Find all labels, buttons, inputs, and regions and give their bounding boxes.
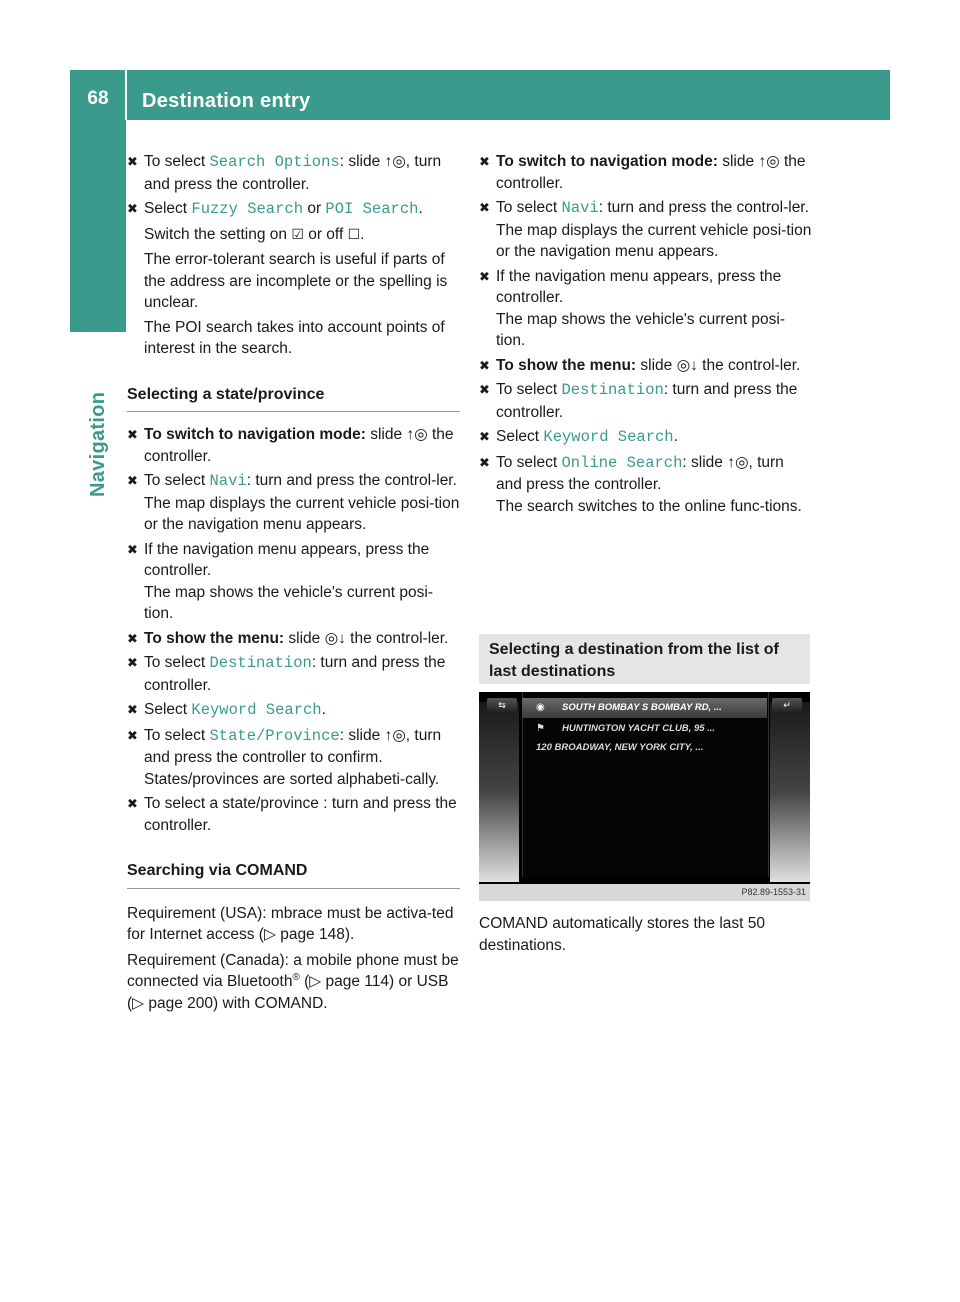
destination-row: ⚑ HUNTINGTON YACHT CLUB, 95 ...	[522, 719, 767, 739]
page-title: Destination entry	[142, 90, 311, 112]
step-item: ✖ To switch to navigation mode: slide ↑◎ the controller.	[127, 426, 454, 465]
checkbox-checked-icon: ☑	[291, 226, 304, 243]
step-item: ✖ To select Navi: turn and press the control-ler. The map displays the current vehicle posi-tion or the navigation menu appears.	[479, 199, 812, 260]
note-text: The POI search takes into account points of interest in the search.	[144, 318, 445, 357]
figure-caption: P82.89-1553-31	[479, 884, 810, 901]
step-item: ✖ To show the menu: slide ◎↓ the control-ler.	[479, 355, 812, 377]
step-item: ✖ To select Online Search: slide ↑◎, turn and press the controller. The search switches to the online func-tions.	[479, 453, 802, 515]
menu-keyword: POI Search	[325, 200, 419, 218]
menu-keyword: Keyword Search	[191, 701, 322, 719]
sidebar-tab	[70, 120, 126, 332]
menu-keyword: Online Search	[561, 453, 683, 472]
arrow-icon: ✖	[479, 154, 490, 169]
subsection-heading-box: Selecting a destination from the list of last destinations	[479, 634, 810, 684]
poi-icon: ◉	[536, 702, 545, 713]
arrow-icon: ✖	[479, 454, 490, 470]
left-column	[127, 151, 460, 1018]
menu-keyword: Search Options	[209, 153, 340, 171]
header-divider	[125, 70, 127, 120]
arrow-icon: ✖	[127, 655, 138, 670]
step-item: ✖ To select Destination: turn and press the controller.	[127, 654, 446, 694]
arrow-icon: ✖	[479, 200, 490, 215]
menu-keyword: Destination	[561, 381, 664, 399]
options-icon: ↵	[772, 698, 802, 712]
toggle-instruction: Switch the setting on ☑ or off ☐.	[144, 225, 365, 243]
checkbox-empty-icon: ☐	[347, 226, 361, 243]
destination-row: ◉ SOUTH BOMBAY S BOMBAY RD, ...	[522, 698, 767, 718]
arrow-icon: ✖	[479, 268, 490, 284]
step-item: ✖ To select Navi: turn and press the control-ler. The map displays the current vehicle posi-tion or the navigation menu appears.	[127, 472, 460, 533]
paragraph: COMAND automatically stores the last 50 destinations.	[479, 915, 765, 954]
menu-keyword: Keyword Search	[543, 428, 674, 446]
section-heading: Searching via COMAND	[127, 860, 460, 889]
step-item: ✖ Select Keyword Search.	[127, 701, 326, 719]
step-item: ✖ To select Destination: turn and press the controller.	[479, 381, 798, 421]
menu-keyword: Navi	[209, 472, 247, 490]
arrow-icon: ✖	[127, 201, 138, 216]
step-item: ✖ To select a state/province : turn and press the controller.	[127, 795, 457, 834]
page-number: 68	[87, 88, 109, 109]
paragraph: Requirement (USA): mbrace must be activa-ted for Internet access (▷ page 148).	[127, 904, 454, 943]
menu-keyword: Destination	[209, 654, 312, 672]
arrow-icon: ✖	[127, 154, 138, 169]
arrow-icon: ✖	[127, 473, 138, 488]
note-text: The error-tolerant search is useful if parts of the address are incomplete or the spelling is unclear.	[144, 251, 448, 311]
step-item: ✖ To select Search Options: slide ↑◎, turn and press the controller.	[127, 153, 442, 193]
step-item: ✖ If the navigation menu appears, press the controller. The map shows the vehicle's current posi-tion.	[127, 540, 433, 622]
step-item: ✖ Select Keyword Search.	[479, 428, 678, 446]
arrow-icon: ✖	[479, 429, 490, 444]
arrow-icon: ✖	[127, 541, 138, 557]
flag-icon: ⚑	[536, 723, 545, 734]
destination-row: 120 BROADWAY, NEW YORK CITY, ...	[536, 742, 704, 753]
menu-keyword: Navi	[561, 199, 599, 217]
menu-keyword: Fuzzy Search	[191, 200, 304, 218]
step-item: ✖ To select State/Province: slide ↑◎, turn and press the controller to confirm. States/provinces are sorted alphabeti-cally.	[127, 726, 442, 788]
step-item: ✖ To show the menu: slide ◎↓ the control-ler.	[127, 628, 460, 650]
arrow-icon: ✖	[479, 357, 490, 373]
arrow-icon: ✖	[127, 727, 138, 743]
section-heading: Selecting a state/province	[127, 384, 460, 413]
arrow-icon: ✖	[127, 427, 138, 442]
back-icon: ⇆	[487, 698, 517, 712]
comand-screenshot	[479, 692, 810, 901]
screen-left-gradient	[479, 702, 519, 882]
arrow-icon: ✖	[479, 382, 490, 397]
right-column	[479, 151, 812, 520]
arrow-icon: ✖	[127, 630, 138, 646]
screen-right-gradient	[770, 702, 810, 882]
step-item: ✖ Select Fuzzy Search or POI Search.	[127, 200, 423, 218]
step-item: ✖ If the navigation menu appears, press the controller. The map shows the vehicle's current posi-tion.	[479, 267, 785, 349]
arrow-icon: ✖	[127, 702, 138, 717]
arrow-icon: ✖	[127, 796, 138, 811]
paragraph: Requirement (Canada): a mobile phone must be connected via Bluetooth® (▷ page 114) or USB (▷ page 200) with COMAND.	[127, 951, 459, 1012]
step-item: ✖ To switch to navigation mode: slide ↑◎ the controller.	[479, 153, 806, 192]
menu-keyword: State/Province	[209, 726, 340, 745]
